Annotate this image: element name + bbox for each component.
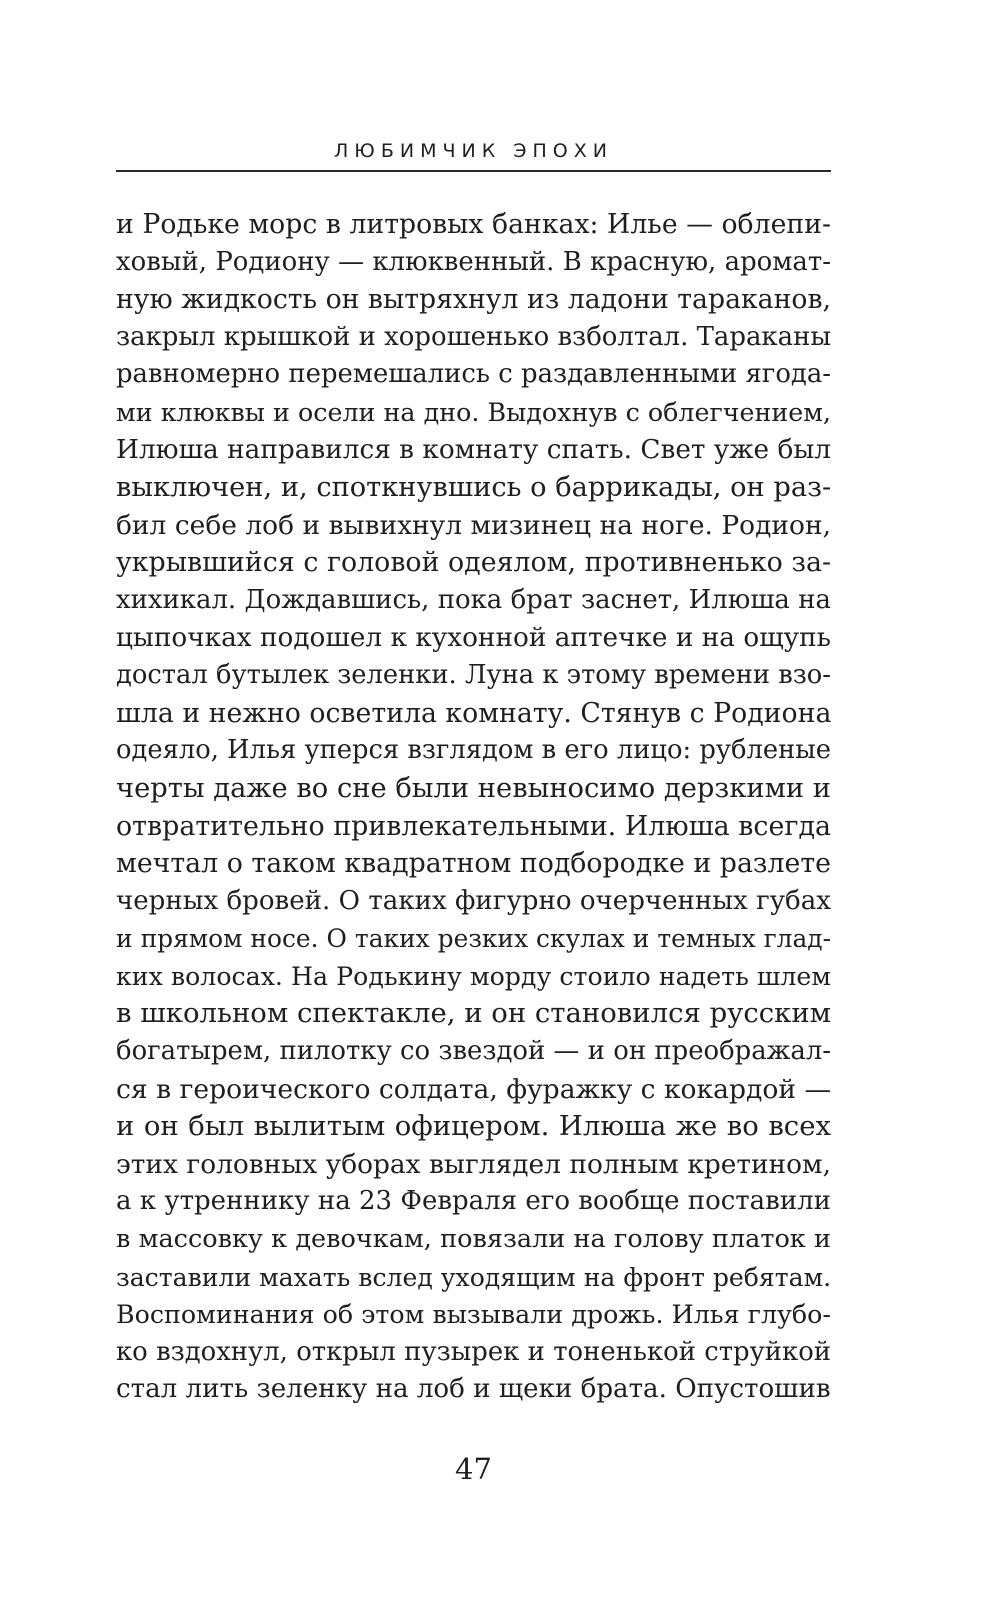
page-number: 47 xyxy=(455,1452,492,1486)
text-line: этих головных уборах выглядел полным кретином, xyxy=(116,1148,831,1180)
text-line: бил себе лоб и вывихнул мизинец на ноге. Родион, xyxy=(116,509,831,541)
text-line: черных бровей. О таких фигурно очерченных губах xyxy=(116,885,831,916)
text-line: равномерно перемешались с раздавленными ягода- xyxy=(116,359,831,390)
text-line: хихикал. Дождавшись, пока брат заснет, Илюша на xyxy=(116,584,831,615)
header-rule xyxy=(116,170,831,172)
text-line: черты даже во сне были невыносимо дерзкими и xyxy=(116,772,831,804)
text-line: выключен, и, споткнувшись о баррикады, он раз- xyxy=(116,472,832,504)
text-line: Воспоминания об этом вызывали дрожь. Илья глубо- xyxy=(116,1299,831,1330)
text-line: достал бутылек зеленки. Луна к этому времени взо- xyxy=(116,660,831,691)
text-line: в школьном спектакле, и он становился русским xyxy=(116,997,832,1030)
text-line: шла и нежно осветила комнату. Стянув с Родиона xyxy=(116,697,832,729)
text-line: отвратительно привлекательными. Илюша всегда xyxy=(116,810,831,842)
text-line: и Родьке морс в литровых банках: Илье — облепи- xyxy=(116,209,831,240)
text-line: и он был вылитым офицером. Илюша же во всех xyxy=(116,1110,831,1143)
text-line: закрыл крышкой и хорошенько взболтал. Тараканы xyxy=(116,321,831,352)
body-text xyxy=(116,206,831,1409)
text-line: а к утреннику на 23 Февраля его вообще поставили xyxy=(116,1186,831,1217)
text-line: одеяло, Илья уперся взглядом в его лицо: рубленые xyxy=(116,735,831,766)
text-line: цыпочках подошел к кухонной аптечке и на ощупь xyxy=(116,622,832,653)
text-line: мечтал о таком квадратном подбородке и разлете xyxy=(116,848,831,880)
text-line: стал лить зеленку на лоб и щеки брата. Опустошив xyxy=(116,1374,831,1405)
text-line: заставили махать вслед уходящим на фронт ребятам. xyxy=(116,1262,832,1292)
text-line: ховый, Родиону — клюквенный. В красную, аромат- xyxy=(116,246,831,277)
text-line: ми клюквы и осели на дно. Выдохнув с облегчением, xyxy=(116,396,831,427)
text-line: укрывшийся с головой одеялом, противненько за- xyxy=(116,547,831,579)
text-line: ко вздохнул, открыл пузырек и тоненькой струйкой xyxy=(116,1336,831,1367)
text-line: и прямом носе. О таких резких скулах и темных глад- xyxy=(116,924,831,954)
text-line: ную жидкость он вытряхнул из ладони тараканов, xyxy=(116,284,831,316)
text-line: в массовку к девочкам, повязали на голову платок и xyxy=(116,1224,831,1255)
text-line: богатырем, пилотку со звездой — и он преображал- xyxy=(116,1036,831,1067)
text-line: Илюша направился в комнату спать. Свет уже был xyxy=(116,434,831,465)
running-head: ЛЮБИМЧИК ЭПОХИ xyxy=(334,140,613,162)
text-line: ся в героического солдата, фуражку с кокардой — xyxy=(116,1073,832,1105)
text-line: ких волосах. На Родькину морду стоило надеть шлем xyxy=(116,961,831,991)
